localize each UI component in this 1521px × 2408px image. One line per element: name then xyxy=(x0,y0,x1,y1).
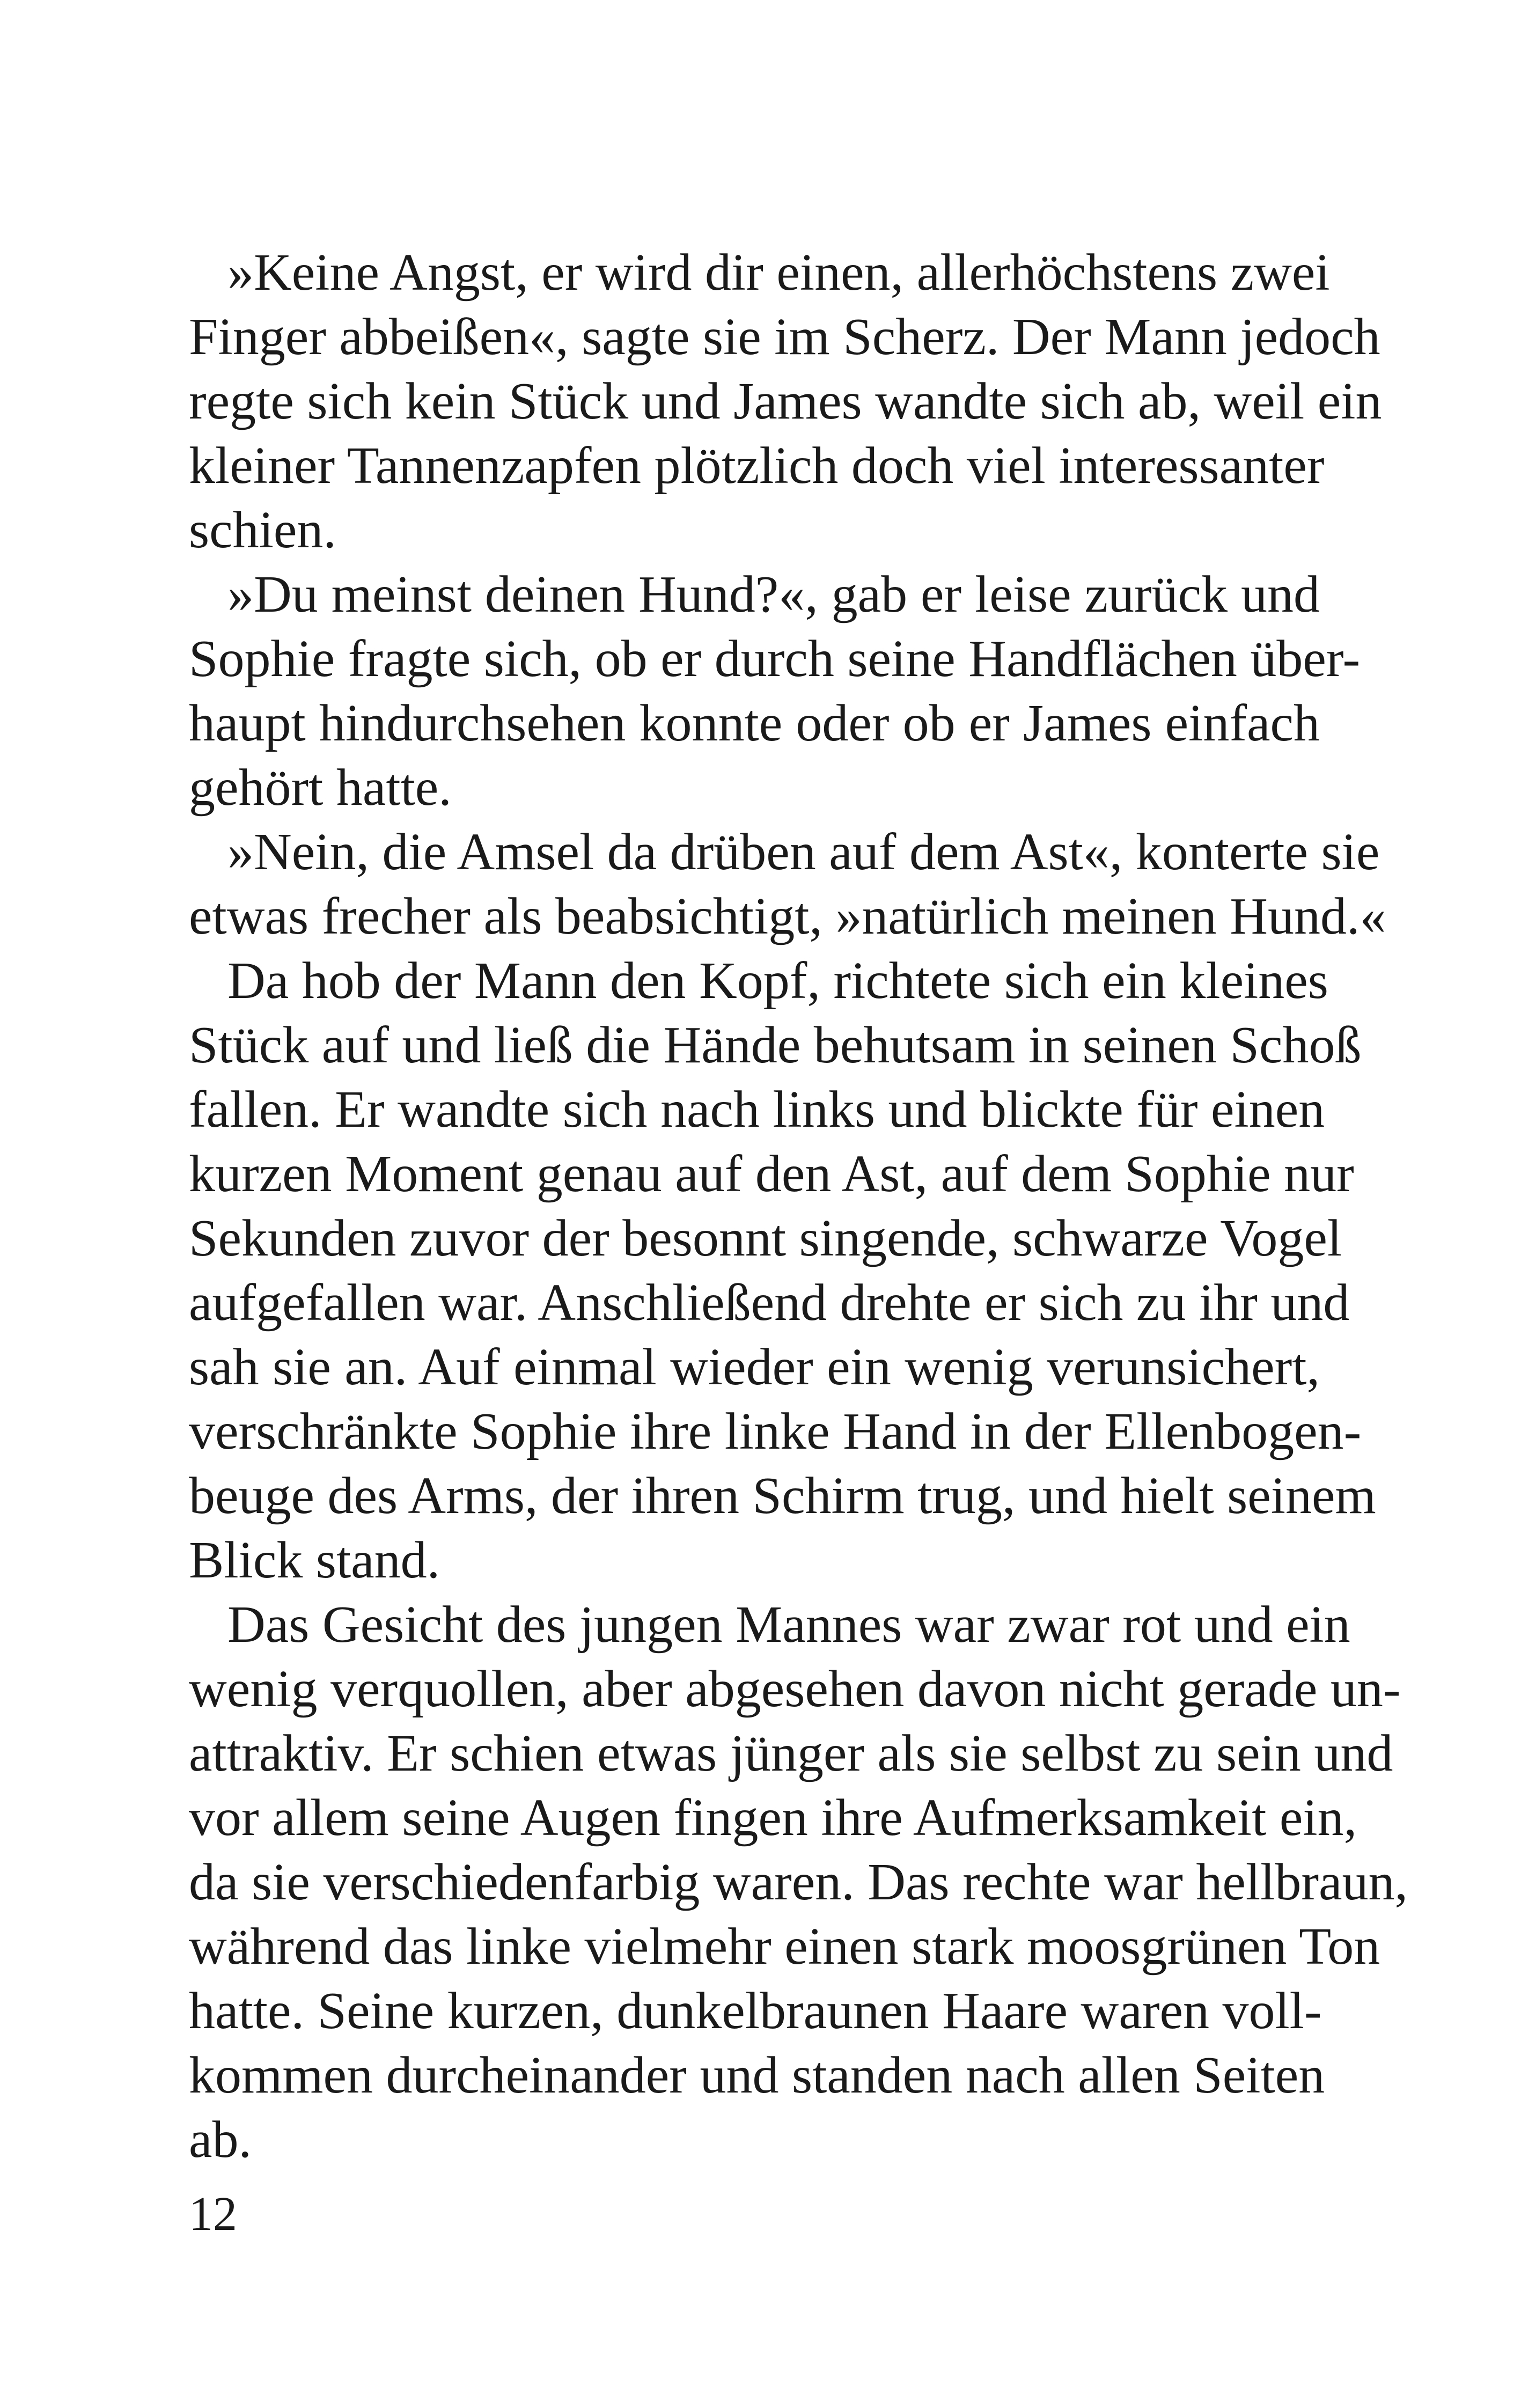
text-line: fallen. Er wandte sich nach links und blickte für einen xyxy=(189,1081,1325,1139)
text-line: attraktiv. Er schien etwas jünger als sie selbst zu sein und xyxy=(189,1724,1393,1782)
text-line: Blick stand. xyxy=(189,1531,440,1589)
text-line: Sophie fragte sich, ob er durch seine Handflächen über- xyxy=(189,630,1361,688)
text-line: da sie verschiedenfarbig waren. Das rechte war hellbraun, xyxy=(189,1853,1408,1911)
text-line: sah sie an. Auf einmal wieder ein wenig verunsichert, xyxy=(189,1338,1320,1396)
text-line: gehört hatte. xyxy=(189,759,452,817)
paragraph xyxy=(189,562,1361,820)
text-line: regte sich kein Stück und James wandte sich ab, weil ein xyxy=(189,372,1382,430)
text-line: etwas frecher als beabsichtigt, »natürlich meinen Hund.« xyxy=(189,887,1386,945)
text-line: aufgefallen war. Anschließend drehte er sich zu ihr und xyxy=(189,1274,1350,1332)
text-line: vor allem seine Augen fingen ihre Aufmerksamkeit ein, xyxy=(189,1789,1357,1847)
text-line: »Keine Angst, er wird dir einen, allerhöchstens zwei xyxy=(227,244,1330,302)
paragraph xyxy=(189,820,1386,949)
text-line: kurzen Moment genau auf den Ast, auf dem Sophie nur xyxy=(189,1145,1354,1203)
text-line: beuge des Arms, der ihren Schirm trug, und hielt seinem xyxy=(189,1467,1376,1525)
text-line: haupt hindurchsehen konnte oder ob er James einfach xyxy=(189,694,1320,752)
text-line: während das linke vielmehr einen stark moosgrünen Ton xyxy=(189,1918,1380,1976)
text-line: Sekunden zuvor der besonnt singende, schwarze Vogel xyxy=(189,1209,1342,1267)
text-line: kleiner Tannenzapfen plötzlich doch viel interessanter xyxy=(189,437,1325,495)
text-line: hatte. Seine kurzen, dunkelbraunen Haare waren voll- xyxy=(189,1982,1322,2040)
paragraph xyxy=(189,1592,1408,2172)
text-line: schien. xyxy=(189,501,336,559)
text-line: Stück auf und ließ die Hände behutsam in seinen Schoß xyxy=(189,1016,1362,1074)
paragraph xyxy=(189,949,1376,1592)
page-number: 12 xyxy=(189,2187,237,2241)
text-line: Das Gesicht des jungen Mannes war zwar rot und ein xyxy=(227,1596,1350,1654)
text-line: kommen durcheinander und standen nach allen Seiten xyxy=(189,2046,1325,2104)
text-line: verschränkte Sophie ihre linke Hand in der Ellenbogen- xyxy=(189,1403,1362,1460)
text-line: »Du meinst deinen Hund?«, gab er leise zurück und xyxy=(227,566,1320,623)
text-line: Da hob der Mann den Kopf, richtete sich ein kleines xyxy=(227,952,1328,1010)
paragraph xyxy=(189,240,1382,562)
body-text xyxy=(189,240,1408,2172)
text-line: Finger abbeißen«, sagte sie im Scherz. Der Mann jedoch xyxy=(189,308,1380,366)
text-line: wenig verquollen, aber abgesehen davon nicht gerade un- xyxy=(189,1660,1401,1718)
text-line: »Nein, die Amsel da drüben auf dem Ast«, konterte sie xyxy=(227,823,1380,881)
text-line: ab. xyxy=(189,2111,252,2169)
